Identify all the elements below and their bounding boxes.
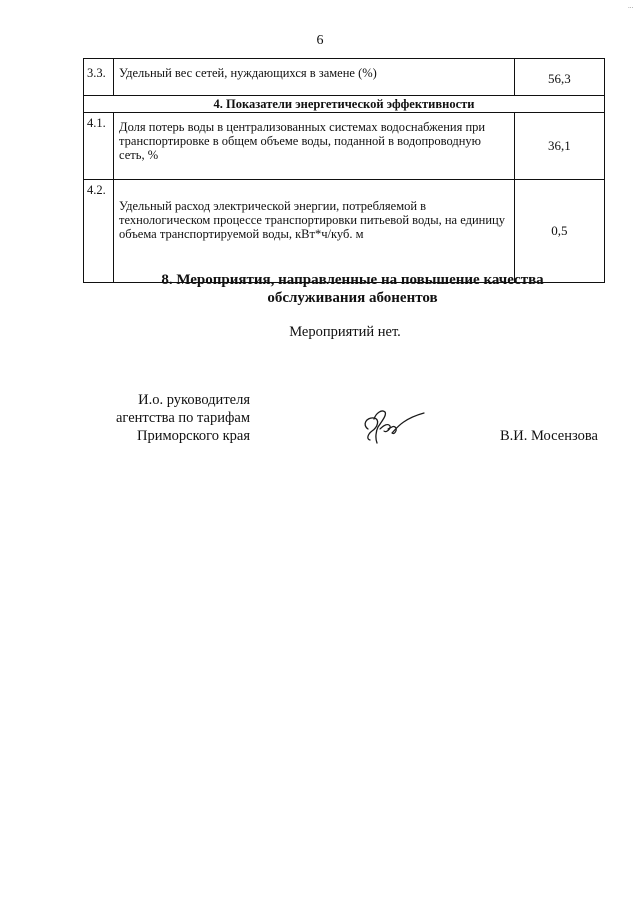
row-description: Удельный вес сетей, нуждающихся в замене (%) — [114, 59, 515, 96]
signer-name: В.И. Мосензова — [500, 428, 598, 444]
table-section-title: 4. Показатели энергетической эффективности — [84, 96, 605, 113]
row-value: 56,3 — [514, 59, 604, 96]
corner-mark: ... — [628, 2, 634, 10]
row-number: 4.1. — [84, 113, 114, 180]
section-8-heading — [0, 271, 640, 307]
signer-title-line1: И.о. руководителя — [138, 392, 250, 408]
signer-title-line2: агентства по тарифам — [116, 410, 250, 426]
row-description: Удельный расход электрической энергии, потребляемой в технологическом процессе транспортировки питьевой воды, на единицу объема транспортируемой воды, кВт*ч/куб. м — [114, 180, 515, 283]
row-value: 36,1 — [514, 113, 604, 180]
row-description: Доля потерь воды в централизованных системах водоснабжения при транспортировке в общем объеме воды, поданной в водопроводную сеть, % — [114, 113, 515, 180]
row-number: 3.3. — [84, 59, 114, 96]
table-section-row — [84, 96, 605, 113]
page-number: 6 — [316, 33, 324, 48]
row-value: 0,5 — [514, 180, 604, 283]
section-8-body: Мероприятий нет. — [289, 324, 401, 340]
section-8-heading-line1: 8. Мероприятия, направленные на повышение качества — [161, 272, 544, 288]
section-8-heading-line2: обслуживания абонентов — [267, 290, 438, 306]
table-row — [84, 59, 605, 96]
table-row — [84, 180, 605, 283]
signer-title-line3: Приморского края — [136, 428, 250, 444]
table-row — [84, 113, 605, 180]
handwritten-signature — [358, 405, 430, 449]
row-number: 4.2. — [84, 180, 114, 283]
indicators-table — [83, 58, 605, 283]
signer-title-block — [70, 391, 250, 445]
